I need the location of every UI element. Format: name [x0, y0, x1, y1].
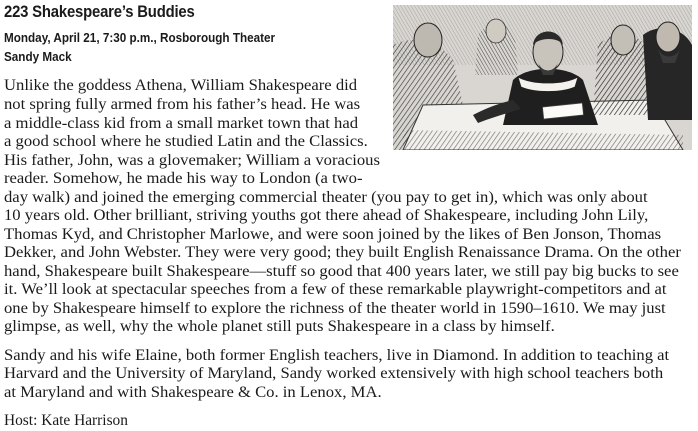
description-line: one by Shakespeare himself to explore the richness of the theater world in 1590–1610. We may just [4, 300, 666, 317]
bio-line: Sandy and his wife Elaine, both former English teachers, live in Diamond. In addition to teaching at [4, 347, 670, 364]
host-name: Host: Kate Harrison [4, 412, 128, 429]
presenter-name: Sandy Mack [4, 49, 72, 64]
bio-line: at Maryland and with Shakespeare & Co. in Lenox, MA. [4, 384, 382, 401]
course-title: 223 Shakespeare’s Buddies [4, 3, 195, 21]
description-line: Unlike the goddess Athena, William Shakespeare did [4, 77, 358, 94]
description-line: His father, John, was a glovemaker; William a voracious [4, 152, 380, 169]
playwrights-engraving-icon [393, 5, 692, 150]
description-line: a middle-class kid from a small market town that had [4, 115, 359, 132]
description-line: a good school where he studied Latin and the Classics. [4, 133, 368, 150]
description-line: day walk) and joined the emerging commercial theater (you pay to get in), which was only about [4, 189, 648, 206]
description-line: reader. Somehow, he made his way to London (a two- [4, 170, 363, 187]
description-line: hand, Shakespeare built Shakespeare—stuff so good that 400 years later, we still pay big bucks to see [4, 263, 679, 280]
description-line: not spring fully armed from his father’s head. He was [4, 96, 361, 113]
description-line: glimpse, as well, why the whole planet still puts Shakespeare in a class by himself. [4, 318, 555, 335]
description-line: Dekker, and John Webster. They were very good; they built English Renaissance Drama. On the other [4, 244, 681, 261]
description-line: Thomas Kyd, and Christopher Marlowe, and were soon joined by the likes of Ben Jonson, Thomas [4, 226, 662, 243]
description-line: it. We’ll look at spectacular speeches from a few of these remarkable playwright-competitors and at [4, 281, 667, 298]
description-line: 10 years old. Other brilliant, striving youths got there ahead of Shakespeare, including John Lily, [4, 207, 649, 224]
date-time-location: Monday, April 21, 7:30 p.m., Rosborough Theater [4, 30, 276, 45]
bio-line: Harvard and the University of Maryland, Sandy worked extensively with high school teachers both [4, 365, 664, 382]
engraving-illustration [393, 5, 692, 150]
